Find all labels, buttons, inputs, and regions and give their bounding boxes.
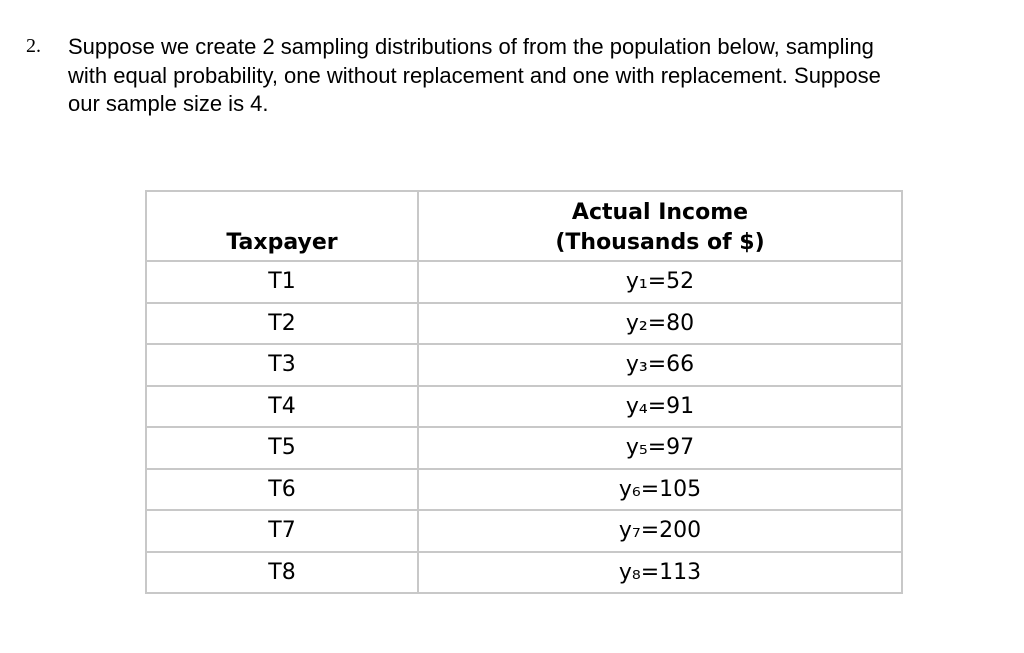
- question-block: [26, 33, 1006, 119]
- table-row: [146, 344, 902, 386]
- table-row: [146, 427, 902, 469]
- table-row: [146, 261, 902, 303]
- question-text: [68, 33, 998, 119]
- income-cell: y₇=200: [418, 510, 902, 552]
- income-header-line1: Actual Income: [571, 200, 749, 225]
- income-header-line2: (Thousands of $): [555, 230, 765, 255]
- taxpayer-header: Taxpayer: [146, 191, 418, 261]
- table-row: [146, 510, 902, 552]
- taxpayer-cell: T4: [146, 386, 418, 428]
- table-row: [146, 303, 902, 345]
- taxpayer-cell: T6: [146, 469, 418, 511]
- taxpayer-cell: T8: [146, 552, 418, 594]
- table-row: [146, 386, 902, 428]
- income-cell: y₆=105: [418, 469, 902, 511]
- taxpayer-cell: T2: [146, 303, 418, 345]
- question-line: with equal probability, one without replacement and one with replacement. Suppose: [68, 62, 881, 88]
- income-cell: y₃=66: [418, 344, 902, 386]
- question-line: our sample size is 4.: [68, 91, 269, 116]
- income-cell: y₁=52: [418, 261, 902, 303]
- question-number: 2.: [26, 35, 41, 57]
- income-cell: y₄=91: [418, 386, 902, 428]
- taxpayer-cell: T3: [146, 344, 418, 386]
- taxpayer-cell: T5: [146, 427, 418, 469]
- income-cell: y₈=113: [418, 552, 902, 594]
- income-table: [145, 190, 903, 594]
- income-header: [418, 191, 902, 261]
- table-row: [146, 469, 902, 511]
- income-cell: y₅=97: [418, 427, 902, 469]
- income-cell: y₂=80: [418, 303, 902, 345]
- question-line: Suppose we create 2 sampling distributions of from the population below, sampling: [68, 34, 874, 59]
- taxpayer-cell: T7: [146, 510, 418, 552]
- taxpayer-cell: T1: [146, 261, 418, 303]
- table-header-row: [146, 191, 902, 261]
- table-row: [146, 552, 902, 594]
